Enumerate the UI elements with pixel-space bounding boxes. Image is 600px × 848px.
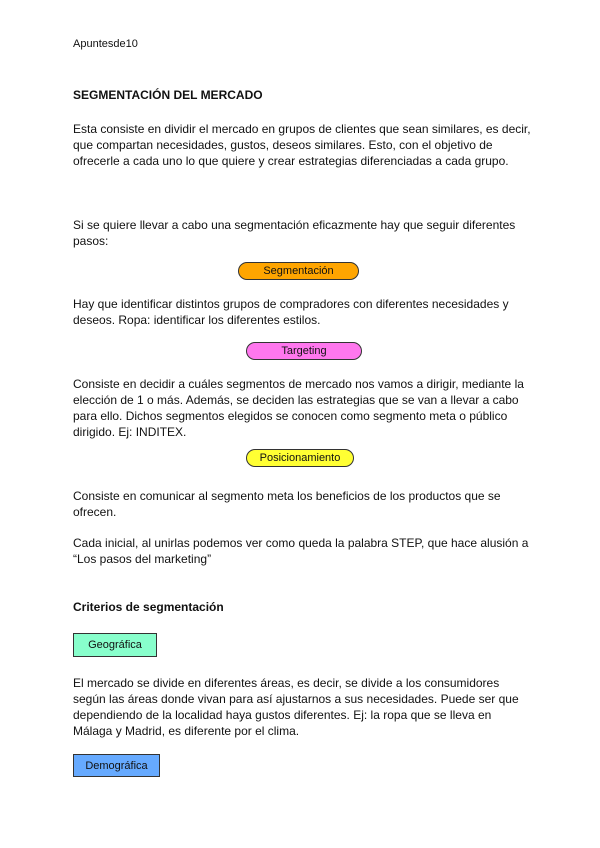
- step-badge-targeting: Targeting: [246, 342, 362, 360]
- criteria-box-geografica: Geográfica: [73, 633, 157, 657]
- page-title: SEGMENTACIÓN DEL MERCADO: [73, 88, 263, 102]
- step-badge-segmentacion: Segmentación: [238, 262, 359, 280]
- step-paragraph-segmentacion: Hay que identificar distintos grupos de compradores con diferentes necesidades y deseos. Ropa: identificar los diferentes estilos.: [73, 297, 509, 327]
- step-badge-posicionamiento: Posicionamiento: [246, 449, 354, 467]
- steps-intro-paragraph: Si se quiere llevar a cabo una segmentación eficazmente hay que seguir diferentes pasos:: [73, 218, 516, 248]
- page-header: Apuntesde10: [73, 38, 138, 50]
- criteria-box-demografica: Demográfica: [73, 754, 160, 777]
- criteria-title: Criterios de segmentación: [73, 600, 224, 614]
- intro-paragraph: Esta consiste en dividir el mercado en grupos de clientes que sean similares, es decir, que compartan necesidades, gustos, deseos similares. Esto, con el objetivo de ofrecerle a cada uno lo que quiere y crear estrategias diferenciadas a cada grupo.: [73, 122, 531, 168]
- criteria-paragraph-geografica: El mercado se divide en diferentes áreas, es decir, se divide a los consumidores según las áreas donde vivan para así ajustarnos a sus necesidades. Puede ser que dependiendo de la localidad haya gustos diferentes. Ej: la ropa que se lleva en Málaga y Madrid, es diferente por el clima.: [73, 676, 519, 738]
- step-note-paragraph: Cada inicial, al unirlas podemos ver como queda la palabra STEP, que hace alusión a “Los pasos del marketing”: [73, 536, 529, 566]
- step-paragraph-targeting: Consiste en decidir a cuáles segmentos de mercado nos vamos a dirigir, mediante la elección de 1 o más. Además, se deciden las estrategias que se van a llevar a cabo para ello. Dichos segmentos elegidos se conocen como segmento meta o público dirigido. Ej: INDITEX.: [73, 377, 524, 439]
- step-paragraph-posicionamiento: Consiste en comunicar al segmento meta los beneficios de los productos que se ofrecen.: [73, 489, 501, 519]
